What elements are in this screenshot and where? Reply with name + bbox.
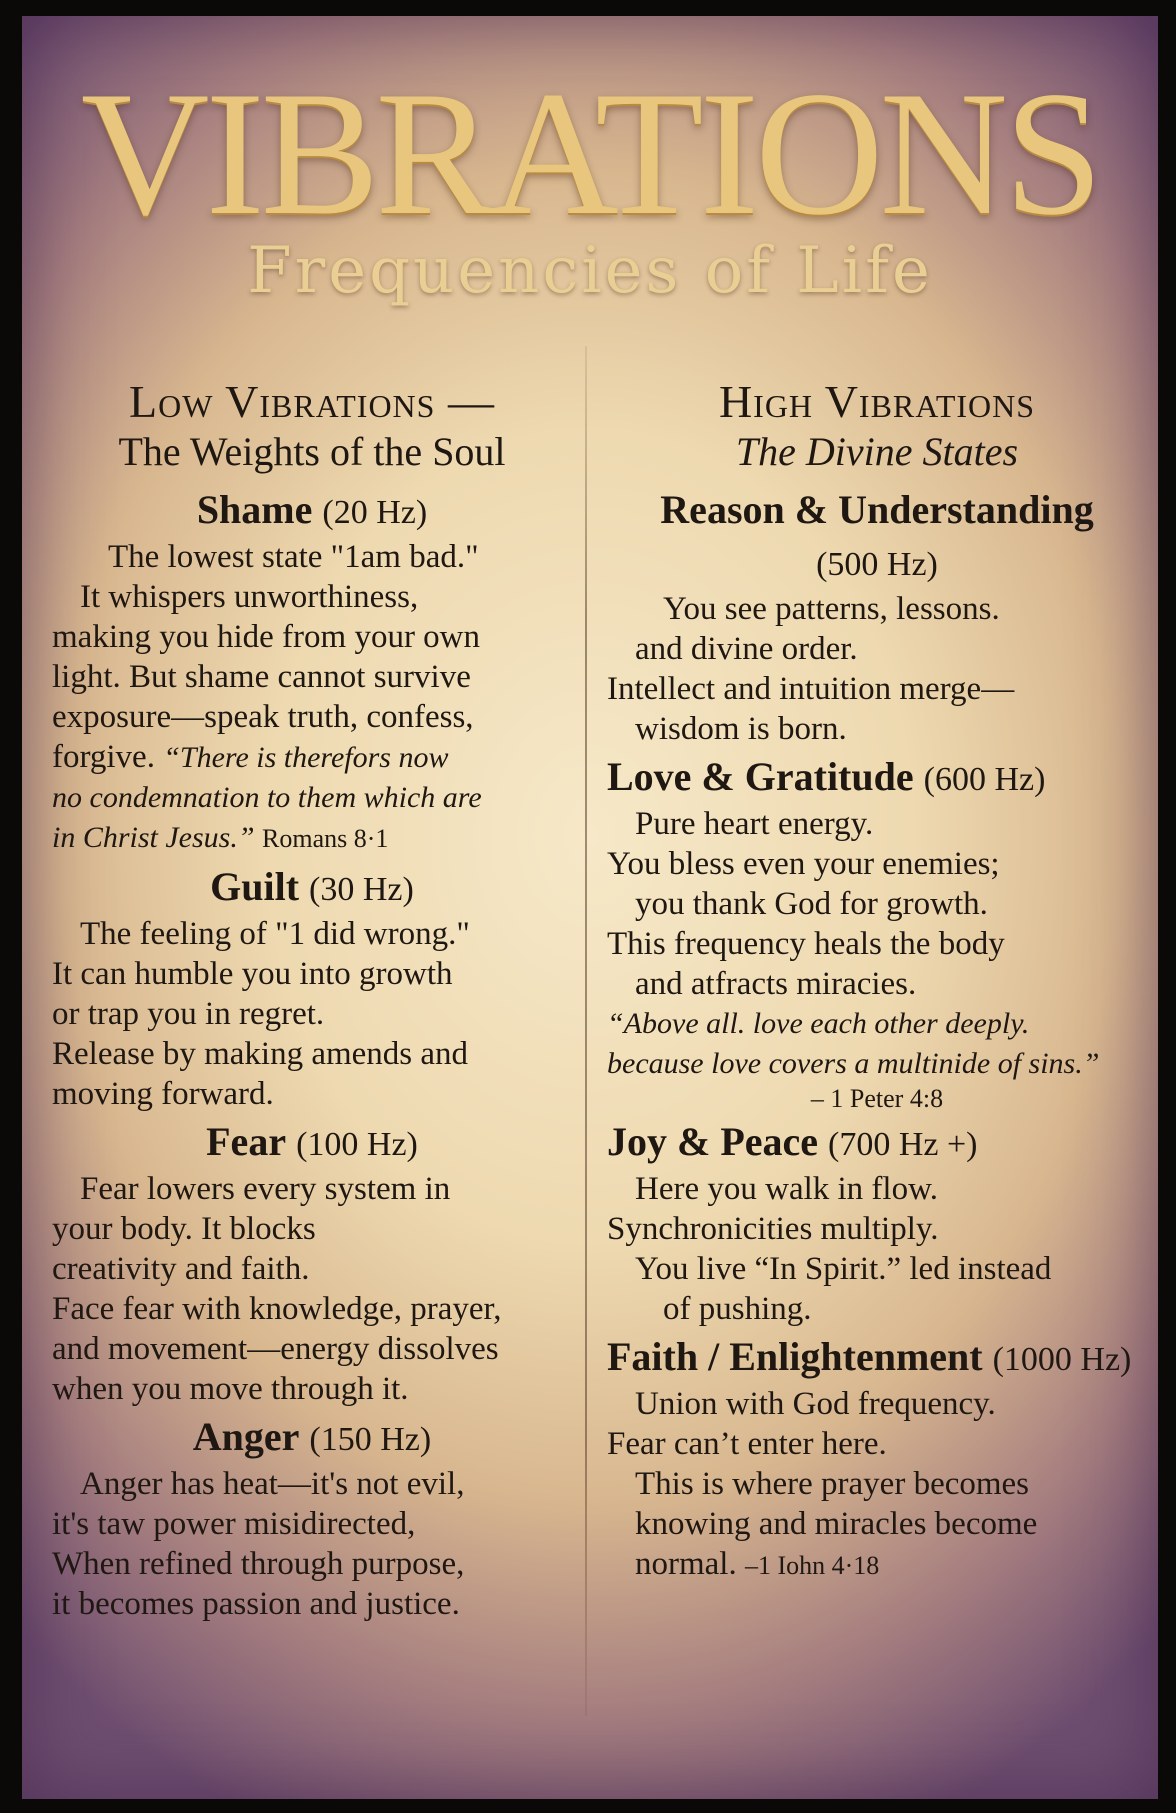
entry-line: making you hide from your own [52, 619, 481, 655]
scripture-quote: because love covers a multinide of sins.” [607, 1047, 1100, 1080]
entry-reason-understanding [607, 486, 1147, 749]
low-subheading: The Weights of the Soul [118, 429, 506, 474]
entry-heading [52, 486, 572, 537]
scripture-reference: –1 Iohn 4·18 [744, 1551, 880, 1580]
entry-name: Anger [192, 1414, 300, 1459]
entry-line: you thank God for growth. [635, 886, 988, 922]
entry-name: Joy & Peace [607, 1119, 819, 1164]
entry-line: moving forward. [52, 1076, 274, 1112]
entry-text: forgive. [52, 739, 155, 775]
entry-heading [52, 863, 572, 914]
entry-frequency: (100 Hz) [296, 1126, 418, 1163]
scripture-quote: “Above all. love each other deeply. [607, 1007, 1030, 1040]
entry-faith-enlightenment [607, 1333, 1147, 1586]
entry-line: and movement—energy dissolves [52, 1331, 499, 1367]
entry-text: normal. [635, 1546, 737, 1582]
entry-line: Synchronicities multiply. [607, 1211, 939, 1247]
entry-guilt [52, 863, 572, 1114]
entry-line: It can humble you into growth [52, 956, 453, 992]
entry-line: You see patterns, lessons. [663, 591, 1000, 627]
entry-heading [52, 1413, 572, 1464]
entry-love-gratitude [607, 753, 1147, 1114]
entry-frequency: (600 Hz) [923, 761, 1046, 798]
entry-name: Fear [206, 1119, 287, 1164]
entry-frequency: (20 Hz) [322, 494, 428, 531]
entry-line: Pure heart energy. [635, 806, 874, 842]
low-vibrations-column [52, 376, 572, 1624]
high-subheading: The Divine States [735, 429, 1019, 474]
entry-line: light. But shame cannot survive [52, 659, 471, 695]
entry-name: Reason & Understanding [660, 487, 1094, 532]
entry-shame [52, 486, 572, 859]
entry-frequency: (30 Hz) [309, 871, 414, 908]
low-heading: Low Vibrations — [129, 376, 495, 427]
column-divider [585, 346, 587, 1716]
entry-frequency-line [607, 538, 1147, 589]
entry-line: wisdom is born. [635, 711, 847, 747]
entry-line: knowing and miracles become [635, 1506, 1038, 1542]
entry-line: it's taw power misidirected, [52, 1506, 416, 1542]
entry-line: Anger has heat—it's not evil, [80, 1466, 465, 1502]
scripture-quote: in Christ Jesus.” [52, 821, 255, 854]
poster-subtitle: Frequencies of Life [247, 234, 933, 308]
poster-title: VIBRATIONS [80, 54, 1100, 252]
scripture-quote: “There is therefors now [163, 741, 449, 774]
scripture-reference: Romans 8·1 [262, 824, 389, 853]
entry-line [607, 1544, 1147, 1586]
scripture-reference: – 1 Peter 4:8 [810, 1084, 944, 1113]
entry-heading [607, 1333, 1147, 1384]
entry-line: This frequency heals the body [607, 926, 1005, 962]
poster [22, 16, 1158, 1799]
entry-line: or trap you in regret. [52, 996, 325, 1032]
entry-line: Release by making amends and [52, 1036, 469, 1072]
entry-line: of pushing. [663, 1291, 812, 1327]
entry-line: exposure—speak truth, confess, [52, 699, 474, 735]
entry-heading [607, 1118, 1147, 1169]
entry-line: creativity and faith. [52, 1251, 310, 1287]
entry-line: This is where prayer becomes [635, 1466, 1030, 1502]
entry-line [52, 737, 572, 778]
entry-line: it becomes passion and justice. [52, 1586, 460, 1622]
entry-name: Faith / Enlightenment [607, 1334, 983, 1379]
entry-name: Shame [196, 487, 313, 532]
entry-name: Guilt [210, 864, 300, 909]
entry-line: It whispers unworthiness, [80, 579, 419, 615]
entry-line: Here you walk in flow. [635, 1171, 939, 1207]
entry-line: your body. It blocks [52, 1211, 316, 1247]
entry-line: The feeling of "1 did wrong." [80, 916, 470, 952]
entry-line: and divine order. [635, 631, 858, 667]
entry-name: Love & Gratitude [607, 754, 914, 799]
scripture-quote-end [52, 818, 572, 859]
entry-joy-peace [607, 1118, 1147, 1329]
entry-heading [607, 753, 1147, 804]
scripture-quote: no condemnation to them which are [52, 781, 482, 814]
entry-frequency: (500 Hz) [816, 546, 938, 583]
entry-line: When refined through purpose, [52, 1546, 465, 1582]
entry-line: You live “In Spirit.” led instead [635, 1251, 1052, 1287]
entry-heading [52, 1118, 572, 1169]
entry-line: Union with God frequency. [635, 1386, 996, 1422]
entry-line: You bless even your enemies; [607, 846, 1000, 882]
entry-line: when you move through it. [52, 1371, 409, 1407]
high-vibrations-column [607, 376, 1147, 1586]
entry-anger [52, 1413, 572, 1624]
entry-frequency: (150 Hz) [309, 1421, 432, 1458]
entry-heading [607, 486, 1147, 534]
entry-line: Face fear with knowledge, prayer, [52, 1291, 502, 1327]
entry-line: Fear lowers every system in [80, 1171, 451, 1207]
entry-frequency: (700 Hz +) [828, 1126, 978, 1163]
entry-fear [52, 1118, 572, 1409]
entry-line: and atfracts miracies. [635, 966, 917, 1002]
entry-line: Fear can’t enter here. [607, 1426, 887, 1462]
entry-line: Intellect and intuition merge— [607, 671, 1015, 707]
entry-line: The lowest state "1am bad." [108, 539, 479, 575]
high-heading: High Vibrations [718, 376, 1036, 427]
entry-frequency: (1000 Hz) [992, 1341, 1132, 1378]
